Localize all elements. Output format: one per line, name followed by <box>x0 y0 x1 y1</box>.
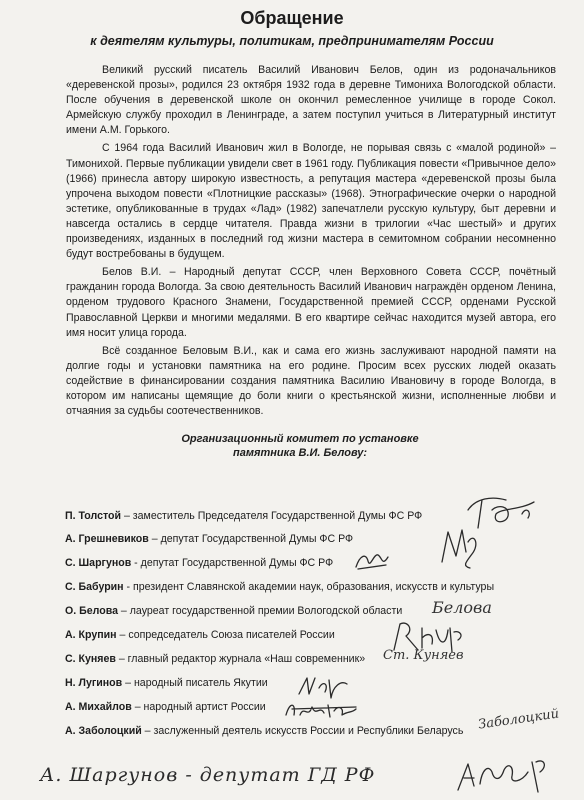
member-name: С. Куняев <box>65 653 116 665</box>
member-name: С. Бабурин <box>65 581 124 593</box>
member-role: – депутат Государственной Думы ФС РФ <box>148 533 354 545</box>
appeal-body <box>66 63 556 422</box>
member-row <box>65 533 353 545</box>
member-name: А. Михайлов <box>65 701 132 713</box>
member-row <box>65 701 266 713</box>
member-row <box>65 510 422 522</box>
member-role: - депутат Государственной Думы ФС РФ <box>131 557 334 569</box>
signature-greshnevikov <box>436 522 486 570</box>
signature-zabolotsky: Заболоцкий <box>477 706 560 733</box>
member-name: П. Толстой <box>65 510 122 522</box>
signature-shargunov <box>352 545 392 575</box>
member-name: А. Заболоцкий <box>65 725 142 737</box>
member-role: – заслуженный деятель искусств России и Республики Беларусь <box>141 725 464 737</box>
member-row <box>65 581 494 593</box>
handwritten-entry: А. Шаргунов - депутат ГД РФ <box>40 764 376 786</box>
member-row <box>65 725 463 737</box>
signature-mikhailov <box>282 693 362 723</box>
member-role: – сопредседатель Союза писателей России <box>116 629 335 641</box>
member-role: – лауреат государственной премии Вологодской области <box>117 605 403 617</box>
signature-belova: Белова <box>432 598 492 617</box>
member-role: – главный редактор журнала «Наш современник» <box>115 653 366 665</box>
member-role: - президент Славянской академии наук, образования, искусств и культуры <box>123 581 495 593</box>
paragraph: Великий русский писатель Василий Иванович Белов, один из родоначальников «деревенской прозы», родился 23 октября 1932 года в деревне Тимониха Вологодской области. После обучения в деревенской школе он окончил ремесленное училище в городе Сокол. Армейскую службу проходил в Ленинграде, а затем поступил учиться в Литературный институт имени А.М. Горького. <box>66 64 556 137</box>
member-row <box>65 677 268 689</box>
paragraph: Всё созданное Беловым В.И., как и сама его жизнь заслуживают народной памяти на долгие годы и установки памятника на его родине. Просим всех русских людей оказать содействие в финансировании создания памятника Василию Ивановичу в городе Вологда, в котором им написаны щемящие до боли книги о крестьянской жизни, исполненные любви и отчаяния за судьбы соотечественников. <box>66 344 556 418</box>
document-title: Обращение <box>240 8 344 28</box>
member-role: – народный писатель Якутии <box>122 677 268 689</box>
signature-kunyaev: Ст. Куняев <box>383 648 464 663</box>
member-role: – народный артист России <box>131 701 266 713</box>
signature-shargunov-bottom <box>452 752 552 796</box>
member-name: А. Крупин <box>65 629 117 641</box>
member-row <box>65 653 365 665</box>
member-name: Н. Лугинов <box>65 677 123 689</box>
member-name: С. Шаргунов <box>65 557 132 569</box>
committee-heading-line: Организационный комитет по установке <box>181 433 419 445</box>
member-name: О. Белова <box>65 605 118 617</box>
member-name: А. Грешневиков <box>65 533 149 545</box>
committee-heading <box>150 432 450 460</box>
member-role: – заместитель Председателя Государственной Думы ФС РФ <box>121 510 423 522</box>
member-row <box>65 557 333 569</box>
member-row <box>65 629 335 641</box>
committee-heading-line: памятника В.И. Белову: <box>233 447 367 459</box>
document-subtitle: к деятелям культуры, политикам, предпринимателям России <box>90 34 494 48</box>
paragraph: Белов В.И. – Народный депутат СССР, член Верховного Совета СССР, почётный гражданин города Вологда. За свою деятельность Василий Иванович награждён орденом Ленина, орденом трудового Красного Знамени, Государственной премией СССР, орденами Русской Православной Церкви и многими медалями. В его квартире сейчас находится музей автора, его имя носит улица города. <box>66 266 556 339</box>
member-row <box>65 605 402 617</box>
paragraph: С 1964 года Василий Иванович жил в Вологде, не порывая связь с «малой родиной» – Тимонихой. Первые публикации увидели свет в 1961 году. Публикация повести «Привычное дело» (1966) принесла автору широкую известность, а репутация мастера «деревенской прозы была упрочена выходом повести «Плотницкие рассказы» (1968). Этнографические очерки о народной эстетике, опубликованные в трудах «Лад» (1982) запечатлели русскую культуру, быт деревни и навсегда остались в сердце читателя. Правда жизни в трилогии «Час шестый» и других произведениях, изданных в последний год жизни мастера в семитомном собрании несомненно будут востребованы в будущем. <box>66 142 556 261</box>
